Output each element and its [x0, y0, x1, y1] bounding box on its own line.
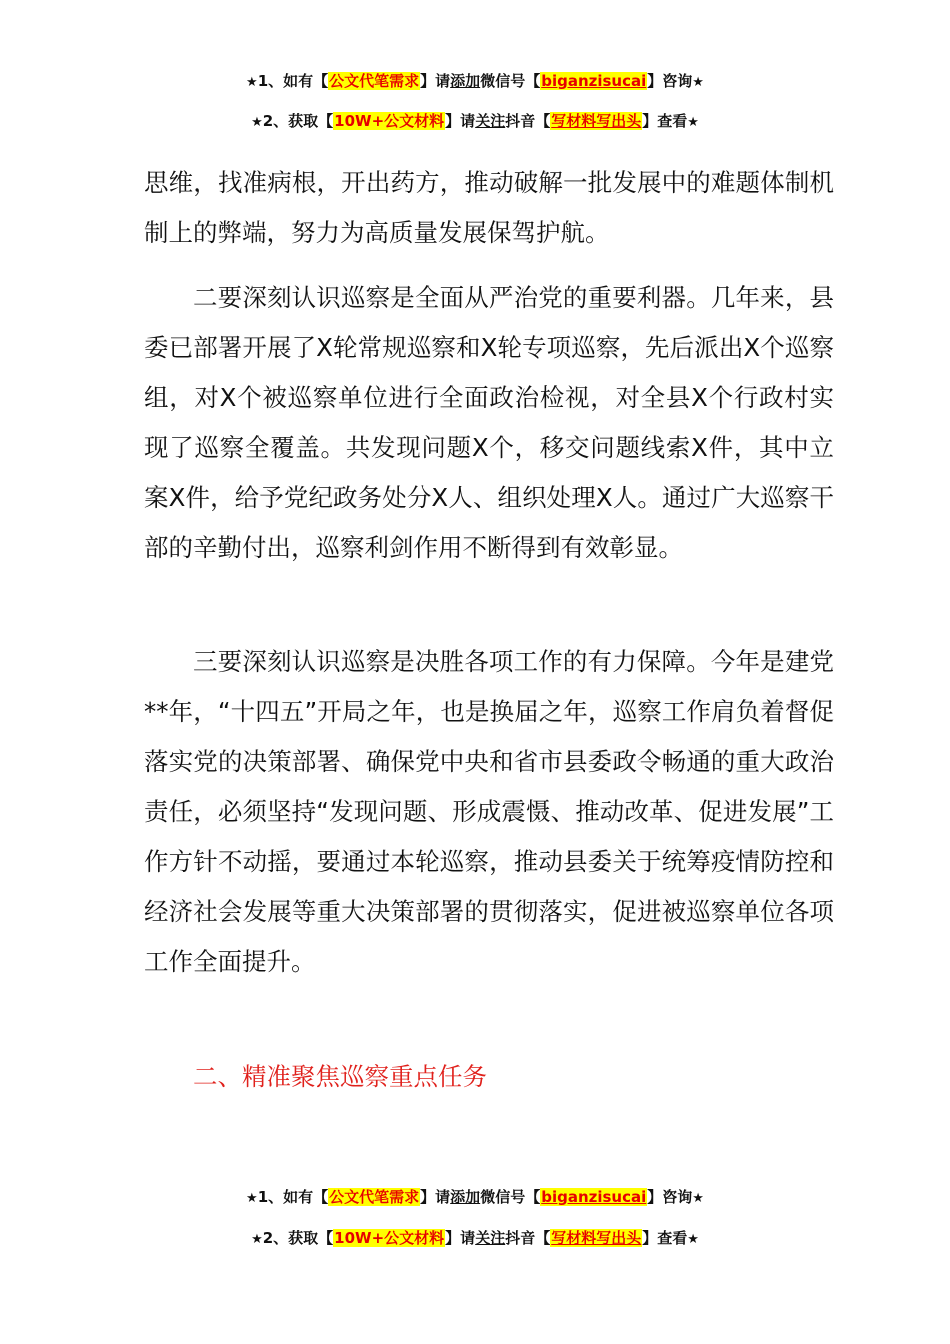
banner-text: 】查看 — [642, 112, 688, 130]
star-icon: ★ — [687, 115, 699, 130]
star-icon: ★ — [246, 1191, 258, 1206]
banner-text: 】请 — [445, 112, 476, 130]
banner-text: 】咨询 — [647, 1188, 693, 1206]
header-banner-line-2 — [0, 111, 950, 133]
banner-text: 】查看 — [642, 1229, 688, 1247]
star-icon: ★ — [692, 75, 704, 90]
star-icon: ★ — [692, 1191, 704, 1206]
paragraph-continuation: 思维，找准病根，开出药方，推动破解一批发展中的难题体制机制上的弊端，努力为高质量发展保驾护航。 — [144, 168, 834, 247]
banner-douyin-id: 写材料写出头 — [551, 1229, 642, 1247]
star-icon: ★ — [251, 115, 263, 130]
banner-text: 】请 — [445, 1229, 476, 1247]
banner-emphasis: 关注 — [475, 1229, 506, 1247]
banner-text: 1、如有【 — [257, 1188, 329, 1206]
section-heading: 二、精准聚焦巡察重点任务 — [193, 1062, 487, 1091]
banner-text: 】请 — [420, 72, 451, 90]
banner-emphasis: 添加 — [450, 1188, 481, 1206]
banner-highlight: 公文代笔需求 — [329, 72, 420, 90]
header-banner-line-1 — [0, 71, 950, 93]
banner-text: 2、获取【 — [262, 1229, 334, 1247]
banner-wechat-id: biganzisucai — [541, 1188, 647, 1206]
banner-emphasis: 关注 — [475, 112, 506, 130]
banner-emphasis: 添加 — [450, 72, 481, 90]
banner-text: 】请 — [420, 1188, 451, 1206]
banner-highlight: 10W+公文材料 — [334, 112, 445, 130]
paragraph-inspection-tool: 二要深刻认识巡察是全面从严治党的重要利器。几年来，县委已部署开展了X轮常规巡察和X轮专项巡察，先后派出X个巡察组，对X个被巡察单位进行全面政治检视，对全县X个行政村实现了巡察全覆盖。共发现问题X个，移交问题线索X件，其中立案X件，给予党纪政务处分X人、组织处理X人。通过广大巡察干部的辛勤付出，巡察利剑作用不断得到有效彰显。 — [144, 283, 834, 562]
footer-banner-line-2 — [0, 1228, 950, 1250]
banner-text: 微信号【 — [480, 1188, 541, 1206]
banner-text: 抖音【 — [505, 1229, 551, 1247]
banner-highlight: 10W+公文材料 — [334, 1229, 445, 1247]
banner-text: 抖音【 — [505, 112, 551, 130]
banner-highlight: 公文代笔需求 — [329, 1188, 420, 1206]
star-icon: ★ — [246, 75, 258, 90]
banner-text: 微信号【 — [480, 72, 541, 90]
banner-text: 2、获取【 — [262, 112, 334, 130]
banner-douyin-id: 写材料写出头 — [551, 112, 642, 130]
star-icon: ★ — [687, 1232, 699, 1247]
banner-wechat-id: biganzisucai — [541, 72, 647, 90]
banner-text: 1、如有【 — [257, 72, 329, 90]
footer-banner-line-1 — [0, 1187, 950, 1209]
star-icon: ★ — [251, 1232, 263, 1247]
banner-text: 】咨询 — [647, 72, 693, 90]
paragraph-inspection-guarantee: 三要深刻认识巡察是决胜各项工作的有力保障。今年是建党**年，“十四五”开局之年，也是换届之年，巡察工作肩负着督促落实党的决策部署、确保党中央和省市县委政令畅通的重大政治责任，必须坚持“发现问题、形成震慑、推动改革、促进发展”工作方针不动摇，要通过本轮巡察，推动县委关于统筹疫情防控和经济社会发展等重大决策部署的贯彻落实，促进被巡察单位各项工作全面提升。 — [144, 647, 834, 976]
